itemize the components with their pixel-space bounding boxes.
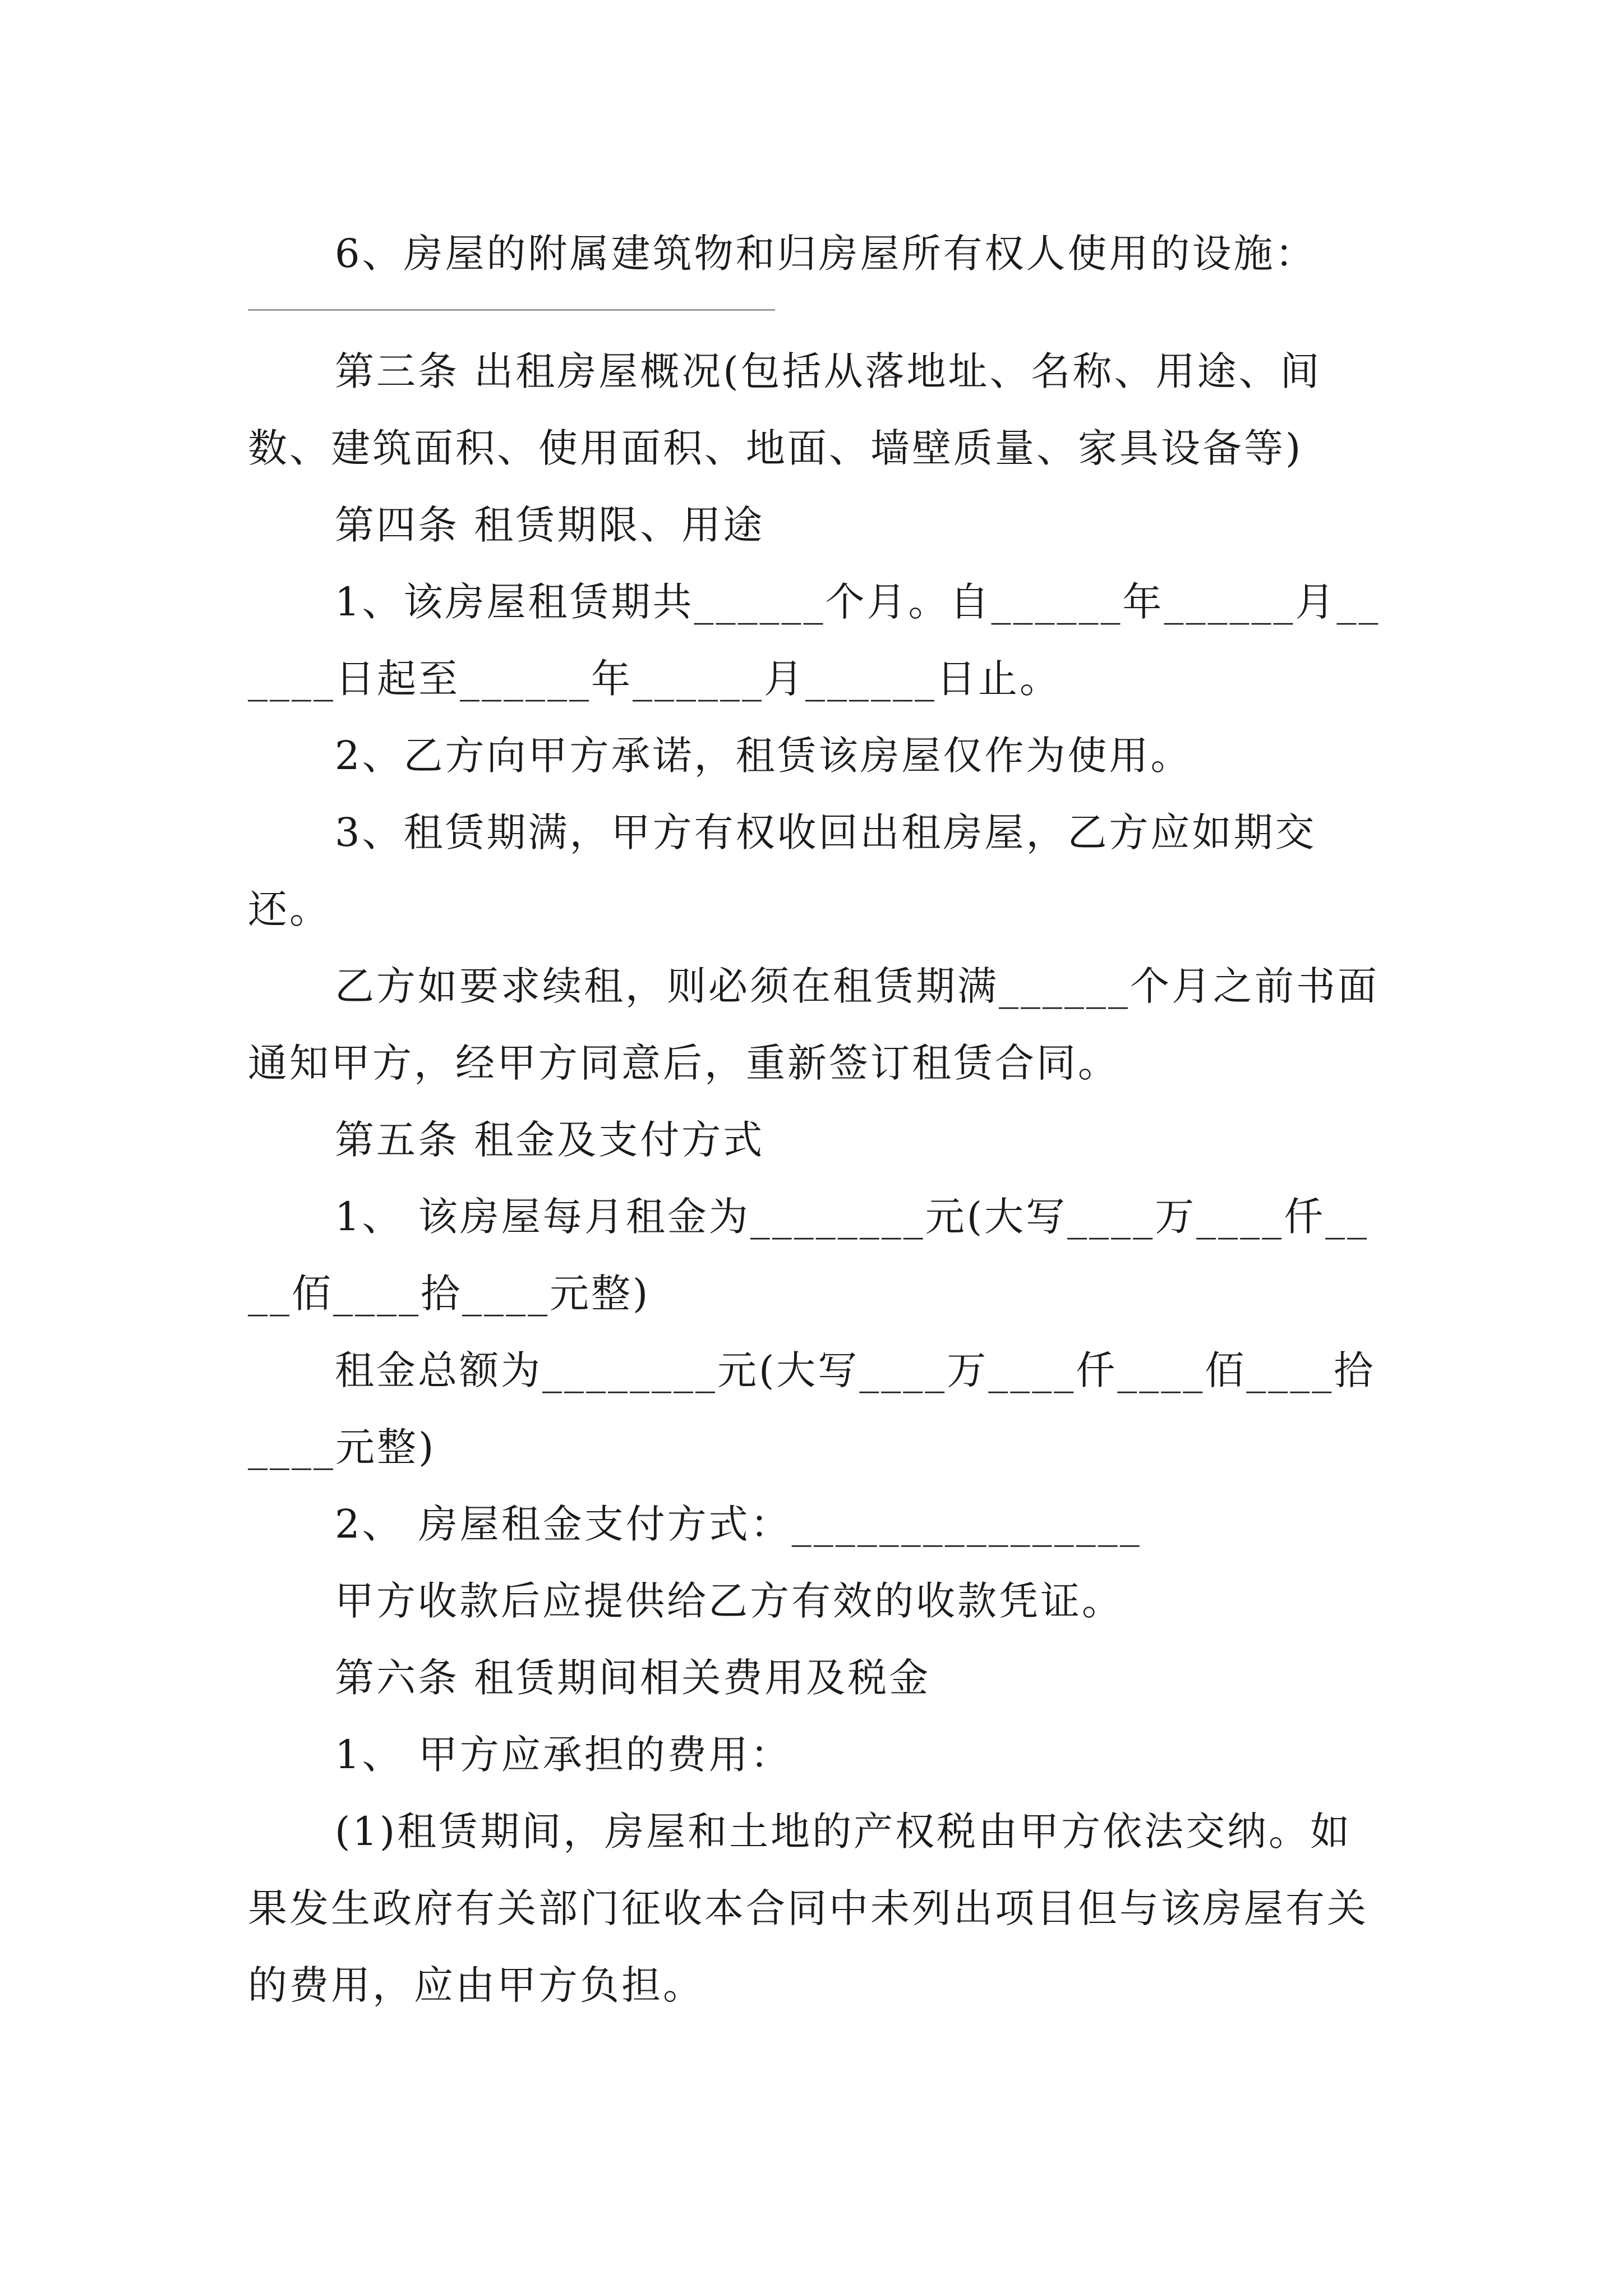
- renewal-notice-paragraph: 乙方如要求续租，则必须在租赁期满______个月之前书面通知甲方，经甲方同意后，重新签订租赁合同。: [248, 963, 1379, 1086]
- document-body: [248, 215, 1386, 2024]
- article-5-item-2: 2、 房屋租金支付方式：________________: [335, 1501, 1142, 1547]
- total-rent-paragraph: 租金总额为________元(大写____万____仟____佰____拾____元整): [248, 1347, 1376, 1470]
- article-3-property-overview: 第三条 出租房屋概况(包括从落地址、名称、用途、间数、建筑面积、使用面积、地面、墙壁质量、家具设备等): [248, 348, 1322, 471]
- blank-fill-line: [248, 309, 775, 311]
- article-6-item-1: 1、 甲方应承担的费用：: [335, 1732, 792, 1778]
- article-4-item-3: 3、租赁期满，甲方有权收回出租房屋，乙方应如期交还。: [248, 809, 1317, 932]
- article-5-heading: 第五条 租金及支付方式: [335, 1117, 765, 1163]
- article-6-sub-item-1: (1)租赁期间，房屋和土地的产权税由甲方依法交纳。如果发生政府有关部门征收本合同中未列出项目但与该房屋有关的费用，应由甲方负担。: [248, 1809, 1368, 2008]
- receipt-paragraph: 甲方收款后应提供给乙方有效的收款凭证。: [335, 1578, 1123, 1624]
- article-6-heading: 第六条 租赁期间相关费用及税金: [335, 1655, 931, 1701]
- article-4-item-2: 2、乙方向甲方承诺，租赁该房屋仅作为使用。: [335, 733, 1192, 779]
- article-5-item-1: 1、 该房屋每月租金为________元(大写____万____仟____佰____拾____元整): [248, 1194, 1370, 1317]
- article-4-heading: 第四条 租赁期限、用途: [335, 502, 765, 548]
- article-4-item-1: 1、该房屋租赁期共______个月。自______年______月______日起至______年______月______日止。: [248, 579, 1381, 702]
- clause-6-ancillary-facilities: 6、房屋的附属建筑物和归房屋所有权人使用的设施：: [335, 231, 1317, 277]
